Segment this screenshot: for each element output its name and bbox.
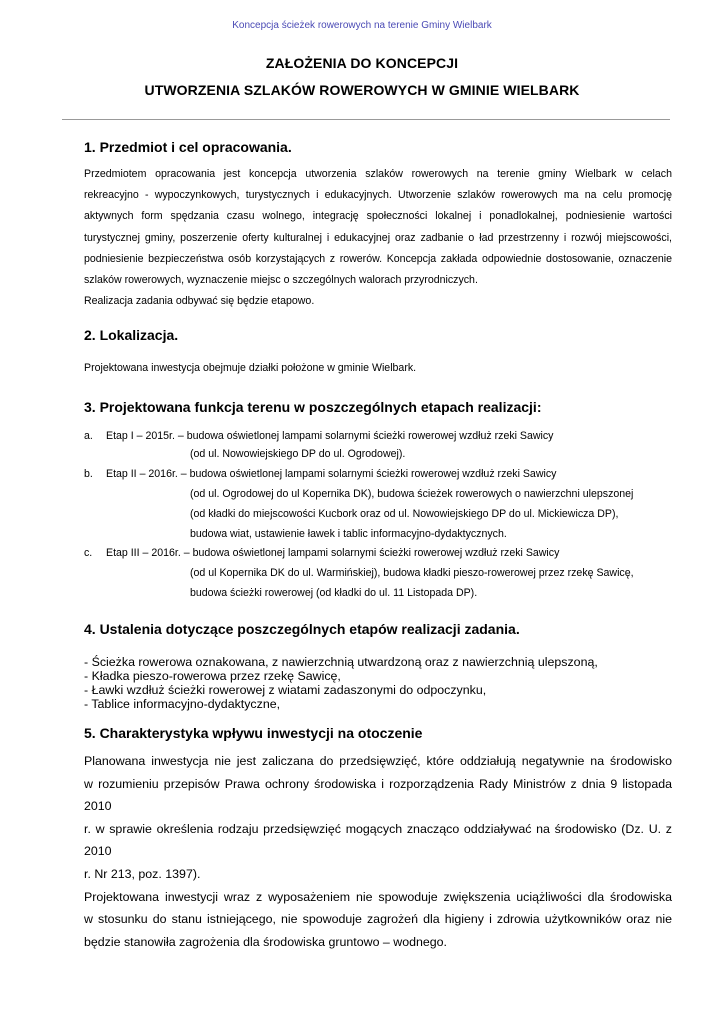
section-5-heading: 5. Charakterystyka wpływu inwestycji na otoczenie [84, 725, 423, 741]
item-b-cont-line: budowa wiat, ustawienie ławek i tablic informacyjno-dydaktycznych. [190, 528, 507, 540]
section-3-heading: 3. Projektowana funkcja terenu w poszczególnych etapach realizacji: [84, 399, 542, 415]
paragraph-line: rekreacyjno - wypoczynkowych, turystycznych i edukacyjnych. Utworzenie szlaków rowerowych ma na celu promocję [84, 189, 672, 202]
paragraph-line: szlaków rowerowych, wyznaczenie miejsc o szczególnych walorach przyrodniczych. [84, 274, 478, 287]
paragraph-line: w rozumieniu przepisów Prawa ochrony środowiska i rozporządzenia Rady Ministrów z dnia 9 listopada 2010 [84, 776, 672, 814]
item-c-cont-line: (od ul Kopernika DK do ul. Warmińskiej), budowa kładki pieszo-rowerowej przez rzekę Sawicę, [190, 567, 634, 579]
item-a-marker: a. [84, 430, 93, 442]
item-a-cont-line: (od ul. Nowowiejskiego DP do ul. Ogrodowej). [190, 448, 406, 460]
item-b-cont-line: (od kładki do miejscowości Kucbork oraz od ul. Nowowiejskiego DP do ul. Mickiewicza DP), [190, 508, 619, 520]
section-4-heading: 4. Ustalenia dotyczące poszczególnych etapów realizacji zadania. [84, 621, 520, 637]
paragraph-line: turystycznej gminy, poszerzenie oferty kulturalnej i edukacyjnej oraz zadbanie o ład przestrzenny i rozwój miejscowości, [84, 231, 672, 244]
paragraph-line: r. w sprawie określenia rodzaju przedsięwzięć mogących znacząco oddziaływać na środowisko (Dz. U. z 2010 [84, 821, 672, 859]
paragraph-line: Projektowana inwestycji wraz z wyposażeniem nie spowoduje zwiększenia uciążliwości dla środowiska [84, 889, 672, 904]
item-c-marker: c. [84, 547, 93, 559]
running-header: Koncepcja ścieżek rowerowych na terenie Gminy Wielbark [232, 20, 492, 31]
paragraph-line: podniesienie bezpieczeństwa osób korzystających z rowerów. Koncepcja zakłada odpowiednie dostosowanie, oznaczenie [84, 252, 672, 265]
item-a-first-line: Etap I – 2015r. – budowa oświetlonej lampami solarnymi ścieżki rowerowej wzdłuż rzeki Sawicy [106, 430, 554, 442]
section-2-heading: 2. Lokalizacja. [84, 327, 179, 343]
paragraph-line: aktywnych form spędzania czasu wolnego, integrację społeczności lokalnej i ponadlokalnej, podniesienie wartości [84, 210, 672, 223]
paragraph-line: Planowana inwestycja nie jest zaliczana do przedsięwzięć, które oddziałują negatywnie na środowisko [84, 754, 672, 768]
list-item: - Ławki wzdłuż ścieżki rowerowej z wiatami zadaszonymi do odpoczynku, [84, 683, 487, 697]
section-1-paragraph [84, 164, 672, 312]
item-c-cont-line: budowa ścieżki rowerowej (od kładki do ul. 11 Listopada DP). [190, 587, 478, 599]
section-1-heading: 1. Przedmiot i cel opracowania. [84, 139, 292, 155]
paragraph-line: w stosunku do stanu istniejącego, nie spowoduje zagrożeń dla higieny i zdrowia użytkowników oraz nie [84, 912, 672, 927]
section-5-paragraph [84, 750, 672, 953]
section-2-text: Projektowana inwestycja obejmuje działki położone w gminie Wielbark. [84, 362, 417, 374]
paragraph-line: Przedmiotem opracowania jest koncepcja utworzenia szlaków rowerowych na terenie gminy Wielbark w celach [84, 168, 672, 180]
list-item: - Tablice informacyjno-dydaktyczne, [84, 697, 281, 711]
list-item: - Ścieżka rowerowa oznakowana, z nawierzchnią utwardzoną oraz z nawierzchnią ulepszoną, [84, 655, 598, 669]
document-title-line-2: UTWORZENIA SZLAKÓW ROWEROWYCH W GMINIE WIELBARK [144, 82, 580, 98]
paragraph-line: będzie stanowiła zagrożenia dla środowiska gruntowo – wodnego. [84, 934, 447, 949]
item-c-first-line: Etap III – 2016r. – budowa oświetlonej lampami solarnymi ścieżki rowerowej wzdłuż rzeki Sawicy [106, 547, 560, 559]
section-4-list [84, 655, 598, 711]
item-b-first-line: Etap II – 2016r. – budowa oświetlonej lampami solarnymi ścieżki rowerowej wzdłuż rzeki Sawicy [106, 468, 557, 480]
title-divider [62, 119, 670, 120]
paragraph-line: r. Nr 213, poz. 1397). [84, 866, 201, 881]
item-b-cont-line: (od ul. Ogrodowej do ul Kopernika DK), budowa ścieżek rowerowych o nawierzchni ulepszonej [190, 488, 634, 500]
list-item: - Kładka pieszo-rowerowa przez rzekę Sawicę, [84, 669, 341, 683]
paragraph-line: Realizacja zadania odbywać się będzie etapowo. [84, 295, 315, 308]
document-title-line-1: ZAŁOŻENIA DO KONCEPCJI [265, 55, 459, 71]
item-b-marker: b. [84, 468, 93, 480]
